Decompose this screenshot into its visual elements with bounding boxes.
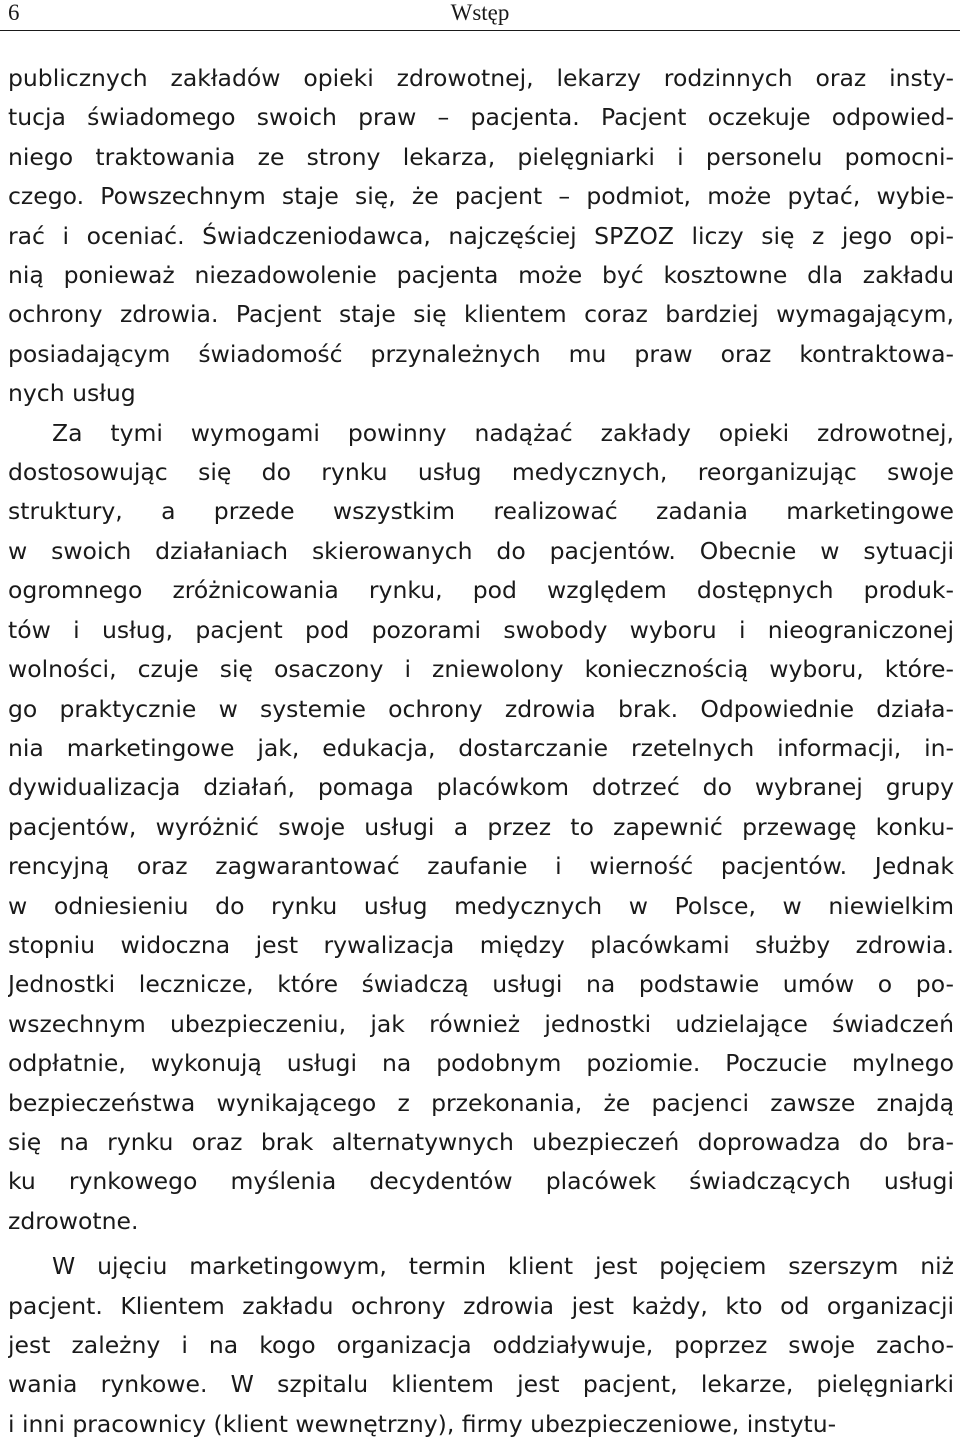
- text-line: nych usług: [8, 379, 136, 408]
- text-line: wszechnym ubezpieczeniu, jak również jednostki udzielające świadczeń: [8, 1009, 954, 1038]
- text-line: struktury, a przede wszystkim realizować zadania marketingowe: [8, 497, 954, 526]
- running-header: [0, 0, 960, 31]
- text-line: dostosowując się do rynku usług medycznych, reorganizując swoje: [8, 458, 954, 487]
- text-line: wolności, czuje się osaczony i zniewolony koniecznością wyboru, które-: [8, 655, 954, 684]
- text-line: posiadającym świadomość przynależnych mu praw oraz kontraktowa-: [8, 339, 954, 368]
- text-line: pacjentów, wyróżnić swoje usługi a przez to zapewnić przewagę konku-: [8, 812, 954, 841]
- text-line: pacjent. Klientem zakładu ochrony zdrowia jest każdy, kto od organizacji: [8, 1291, 954, 1320]
- text-line: w swoich działaniach skierowanych do pacjentów. Obecnie w sytuacji: [8, 536, 954, 565]
- text-line: Za tymi wymogami powinny nadążać zakłady opieki zdrowotnej,: [52, 418, 954, 447]
- text-line: czego. Powszechnym staje się, że pacjent – podmiot, może pytać, wybie-: [8, 182, 954, 211]
- text-line: tów i usług, pacjent pod pozorami swobody wyboru i nieograniczonej: [8, 615, 954, 644]
- text-line: jest zależny i na kogo organizacja oddziaływuje, poprzez swoje zacho-: [8, 1331, 954, 1359]
- text-line: w odniesieniu do rynku usług medycznych w Polsce, w niewielkim: [8, 891, 954, 920]
- text-line: go praktycznie w systemie ochrony zdrowia brak. Odpowiednie działa-: [8, 694, 954, 723]
- text-line: nią ponieważ niezadowolenie pacjenta może być kosztowne dla zakładu: [8, 261, 954, 290]
- text-line: publicznych zakładów opieki zdrowotnej, lekarzy rodzinnych oraz insty-: [8, 64, 954, 92]
- text-line: się na rynku oraz brak alternatywnych ubezpieczeń doprowadza do bra-: [8, 1127, 954, 1156]
- paragraph: [8, 59, 954, 414]
- text-line: stopniu widoczna jest rywalizacja między placówkami służby zdrowia.: [8, 930, 954, 959]
- text-line: rencyjną oraz zagwarantować zaufanie i wierność pacjentów. Jednak: [8, 852, 954, 881]
- text-line: niego traktowania ze strony lekarza, pielęgniarki i personelu pomocni-: [8, 142, 954, 171]
- text-line: wania rynkowe. W szpitalu klientem jest pacjent, lekarze, pielęgniarki: [8, 1370, 954, 1399]
- paragraph: [8, 1247, 954, 1444]
- text-line: nia marketingowe jak, edukacja, dostarczanie rzetelnych informacji, in-: [8, 733, 954, 762]
- text-line: ku rynkowego myślenia decydentów placówek świadczących usługi: [8, 1167, 954, 1196]
- text-line: odpłatnie, wykonują usługi na podobnym poziomie. Poczucie mylnego: [8, 1049, 954, 1078]
- text-line: W ujęciu marketingowym, termin klient jest pojęciem szerszym niż: [52, 1252, 954, 1281]
- page-number: 6: [8, 0, 20, 25]
- text-line: i inni pracownicy (klient wewnętrzny), firmy ubezpieczeniowe, instytu-: [8, 1409, 837, 1438]
- running-title: Wstęp: [450, 0, 510, 25]
- paragraph: [8, 414, 954, 1242]
- text-line: zdrowotne.: [8, 1206, 139, 1235]
- text-line: tucja świadomego swoich praw – pacjenta. Pacjent oczekuje odpowied-: [8, 103, 954, 132]
- text-line: ochrony zdrowia. Pacjent staje się klientem coraz bardziej wymagającym,: [8, 300, 954, 329]
- body-text: [8, 59, 954, 1444]
- text-line: bezpieczeństwa wynikającego z przekonania, że pacjenci zawsze znajdą: [8, 1088, 954, 1117]
- text-line: Jednostki lecznicze, które świadczą usługi na podstawie umów o po-: [8, 970, 954, 999]
- text-line: dywidualizacja działań, pomaga placówkom dotrzeć do wybranej grupy: [8, 773, 954, 802]
- text-line: ogromnego zróżnicowania rynku, pod względem dostępnych produk-: [8, 576, 954, 605]
- text-line: rać i oceniać. Świadczeniodawca, najczęściej SPZOZ liczy się z jego opi-: [8, 221, 954, 250]
